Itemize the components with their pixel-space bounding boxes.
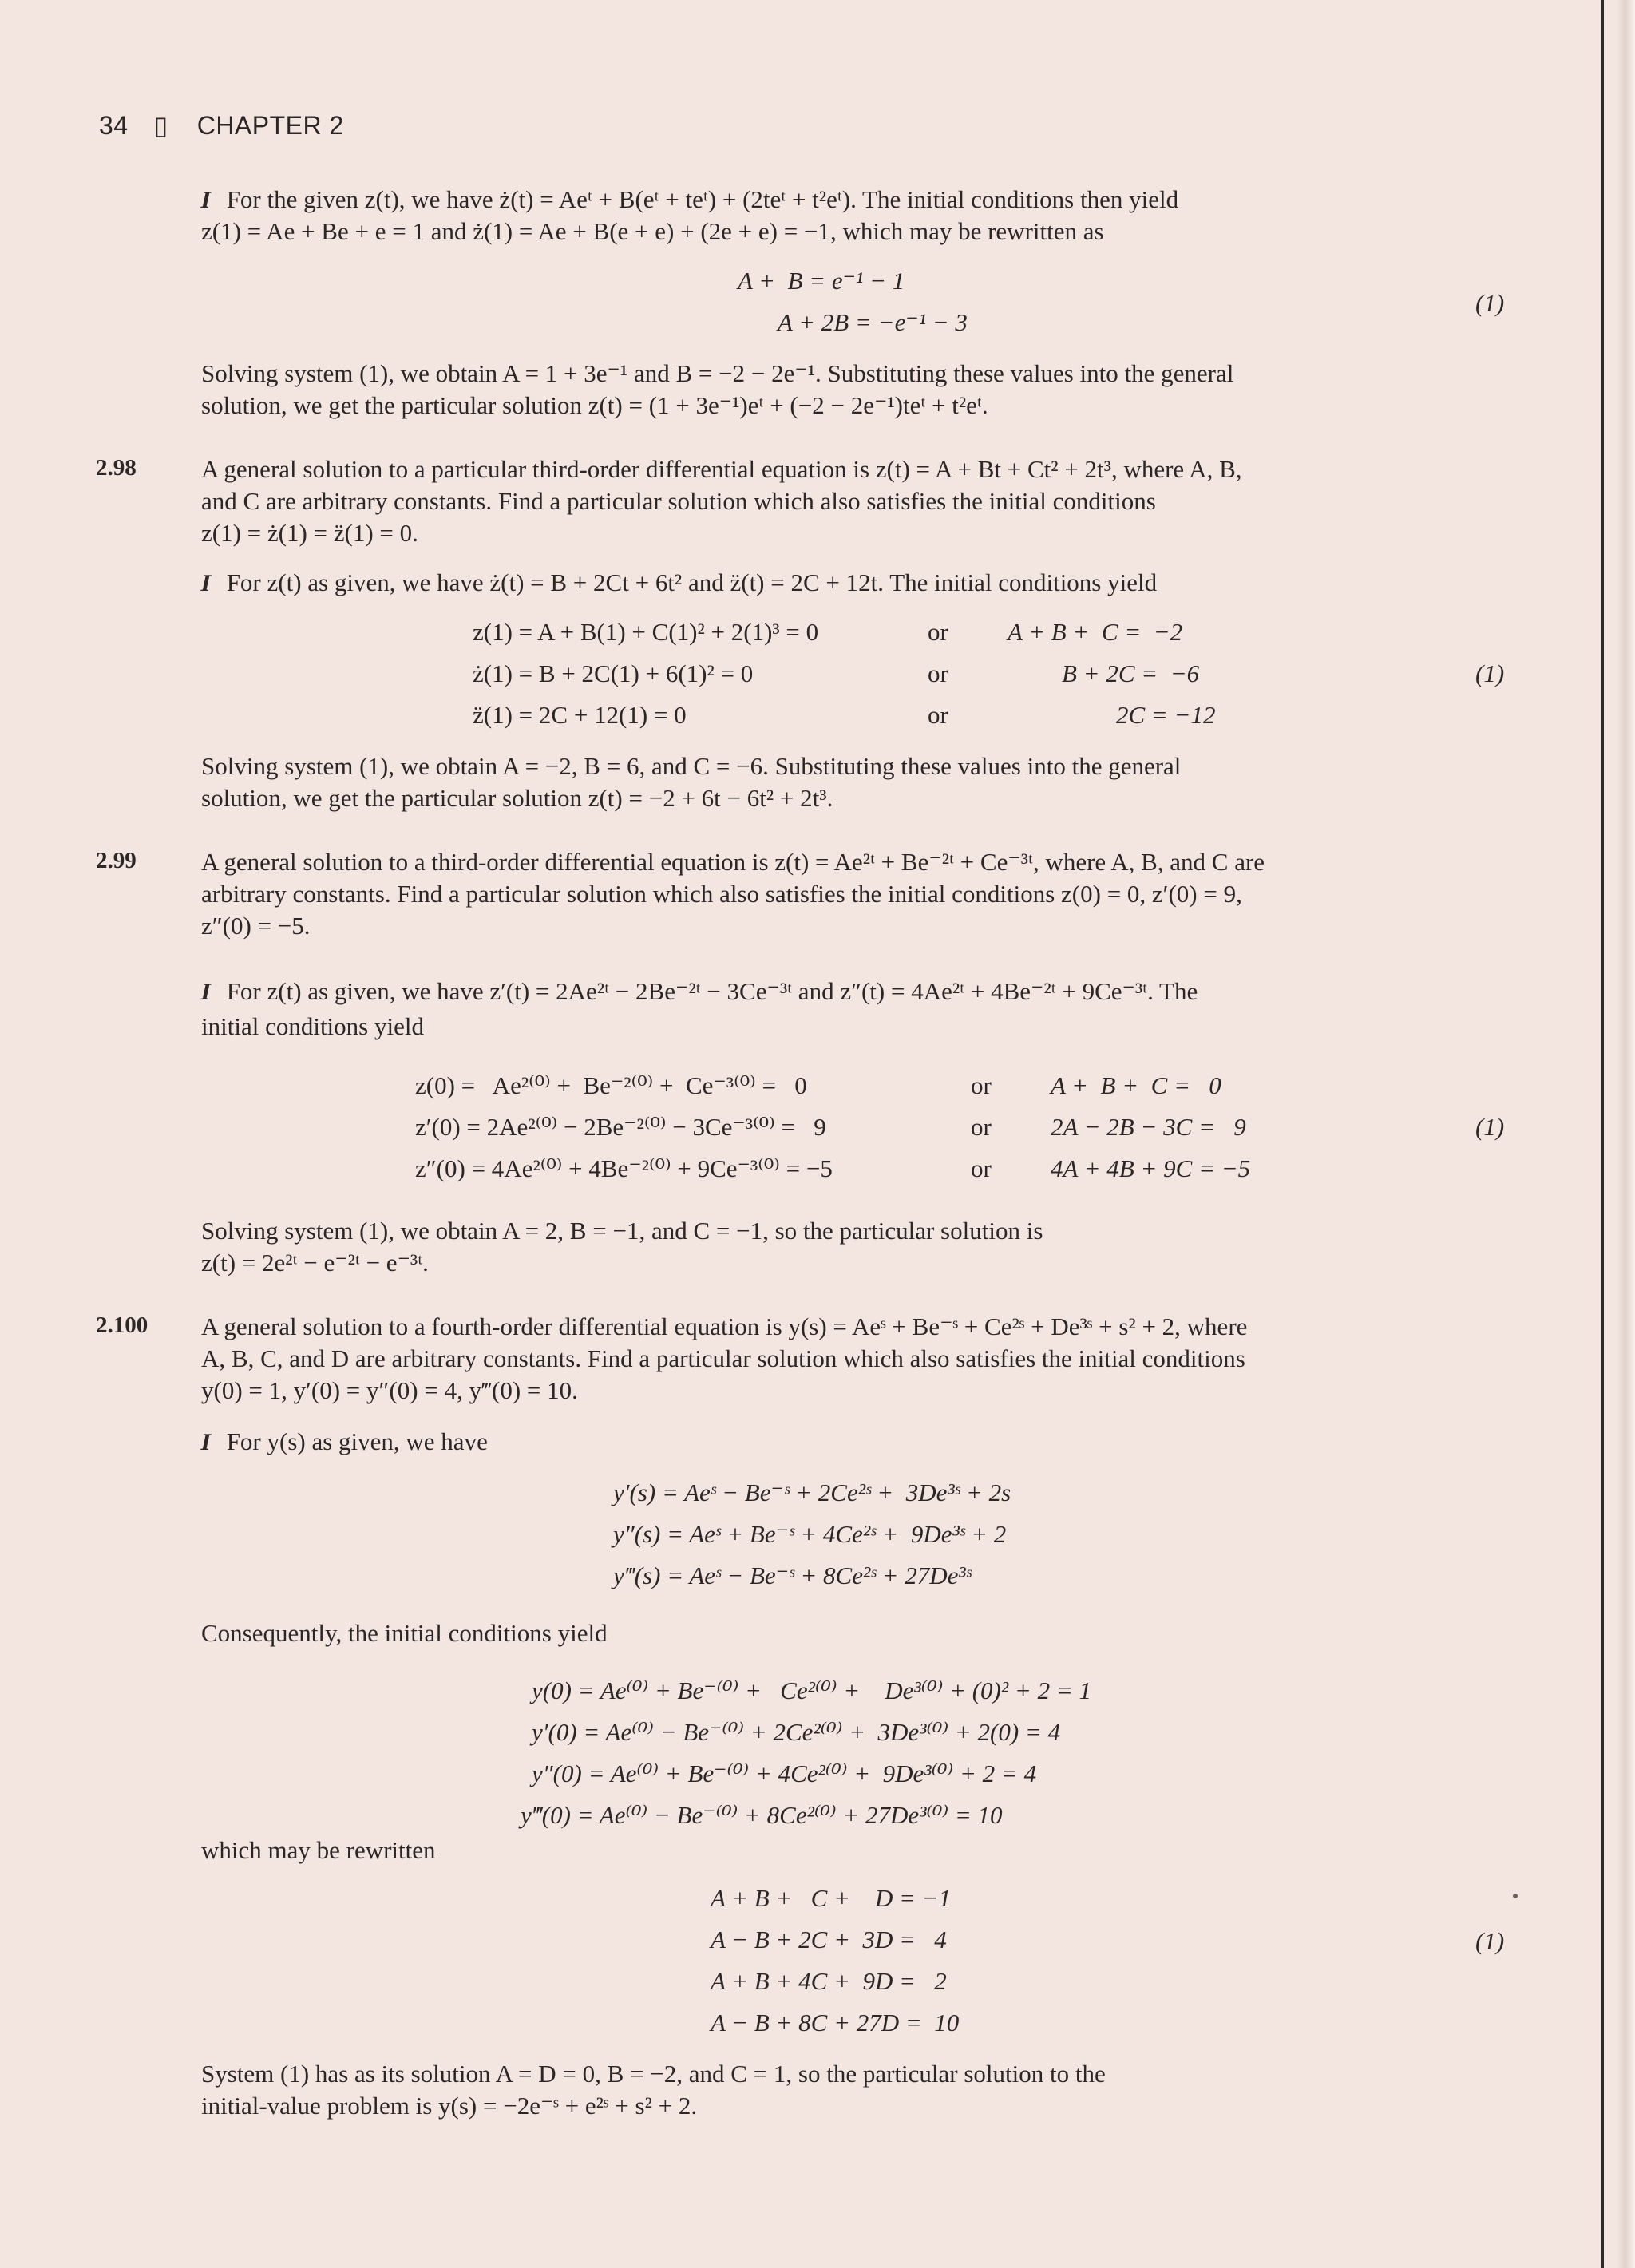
problem-text: A general solution to a third-order differential equation is z(t) = Ae²ᵗ + Be⁻²ᵗ + Ce⁻³ᵗ, where A, B, and C are xyxy=(201,848,1265,876)
or-label: or xyxy=(928,701,948,729)
solution-line: Solving system (1), we obtain A = 2, B = −1, and C = −1, so the particular solution is xyxy=(201,1217,1043,1245)
derivative-equation: y″(s) = Aeˢ + Be⁻ˢ + 4Ce²ˢ + 9De³ˢ + 2 xyxy=(613,1520,1007,1548)
solution-line: I For the given z(t), we have ż(t) = Aeᵗ + B(eᵗ + teᵗ) + (2teᵗ + t²eᵗ). The initial conditions then yield xyxy=(201,184,1178,216)
solution-mark-icon: I xyxy=(198,979,214,1005)
page-header xyxy=(99,110,344,141)
problem-text: z″(0) = −5. xyxy=(201,912,311,940)
chapter-title: CHAPTER 2 xyxy=(196,111,344,140)
reduced-equation: 2C = −12 xyxy=(1116,701,1216,729)
derivative-equation: y′(s) = Aeˢ − Be⁻ˢ + 2Ce²ˢ + 3De³ˢ + 2s xyxy=(613,1478,1011,1506)
problem-text: A general solution to a fourth-order differential equation is y(s) = Aeˢ + Be⁻ˢ + Ce²ˢ + De³ˢ + s² + 2, where xyxy=(201,1312,1248,1340)
reduced-equation: A + B + C = 0 xyxy=(1051,1071,1221,1099)
problem-text: arbitrary constants. Find a particular solution which also satisfies the initial conditions z(0) = 0, z′(0) = 9, xyxy=(201,880,1242,908)
reduced-equation: 4A + 4B + 9C = −5 xyxy=(1051,1154,1251,1182)
system-equation: A + B + C + D = −1 xyxy=(711,1884,952,1912)
equation-tag: (1) xyxy=(1475,1927,1505,1955)
system-equation: A + B = e⁻¹ − 1 xyxy=(738,267,905,295)
solution-line: Solving system (1), we obtain A = 1 + 3e⁻¹ and B = −2 − 2e⁻¹. Substituting these values into the general xyxy=(201,359,1234,387)
problem-text: and C are arbitrary constants. Find a particular solution which also satisfies the initial conditions xyxy=(201,487,1156,515)
stray-dot xyxy=(1513,1894,1518,1898)
or-label: or xyxy=(971,1113,992,1141)
page-edge xyxy=(1617,0,1635,2268)
or-label: or xyxy=(928,659,948,687)
initial-condition-equation: y(0) = Ae⁽⁰⁾ + Be⁻⁽⁰⁾ + Ce²⁽⁰⁾ + De³⁽⁰⁾ + (0)² + 2 = 1 xyxy=(532,1676,1092,1704)
system-equation: A + 2B = −e⁻¹ − 3 xyxy=(778,308,968,336)
reduced-equation: 2A − 2B − 3C = 9 xyxy=(1051,1113,1246,1141)
system-equation: A + B + 4C + 9D = 2 xyxy=(711,1967,947,1995)
condition-equation: z″(0) = 4Ae²⁽⁰⁾ + 4Be⁻²⁽⁰⁾ + 9Ce⁻³⁽⁰⁾ = −5 xyxy=(415,1154,833,1182)
solution-line: solution, we get the particular solution z(t) = −2 + 6t − 6t² + 2t³. xyxy=(201,784,833,812)
solution-line: Solving system (1), we obtain A = −2, B = 6, and C = −6. Substituting these values into the general xyxy=(201,752,1182,780)
initial-condition-equation: y″(0) = Ae⁽⁰⁾ + Be⁻⁽⁰⁾ + 4Ce²⁽⁰⁾ + 9De³⁽⁰⁾ + 2 = 4 xyxy=(532,1759,1037,1787)
solution-line: I For z(t) as given, we have ż(t) = B + 2Ct + 6t² and z̈(t) = 2C + 12t. The initial conditions yield xyxy=(201,567,1157,600)
derivative-equation: y‴(s) = Aeˢ − Be⁻ˢ + 8Ce²ˢ + 27De³ˢ xyxy=(613,1561,972,1589)
reduced-equation: A + B + C = −2 xyxy=(1008,618,1183,646)
problem-number: 2.100 xyxy=(96,1312,148,1338)
condition-equation: z̈(1) = 2C + 12(1) = 0 xyxy=(473,701,687,729)
initial-condition-equation: y‴(0) = Ae⁽⁰⁾ − Be⁻⁽⁰⁾ + 8Ce²⁽⁰⁾ + 27De³⁽⁰⁾ = 10 xyxy=(521,1801,1003,1829)
condition-equation: ż(1) = B + 2C(1) + 6(1)² = 0 xyxy=(473,659,754,687)
problem-text: A, B, C, and D are arbitrary constants. Find a particular solution which also satisfies the initial conditions xyxy=(201,1344,1245,1372)
system-equation: A − B + 8C + 27D = 10 xyxy=(711,2009,960,2036)
solution-line: which may be rewritten xyxy=(201,1836,436,1864)
problem-text: y(0) = 1, y′(0) = y″(0) = 4, y‴(0) = 10. xyxy=(201,1376,578,1404)
solution-line: z(1) = Ae + Be + e = 1 and ż(1) = Ae + B(e + e) + (2e + e) = −1, which may be rewritten as xyxy=(201,217,1104,245)
condition-equation: z(0) = Ae²⁽⁰⁾ + Be⁻²⁽⁰⁾ + Ce⁻³⁽⁰⁾ = 0 xyxy=(415,1071,807,1099)
problem-number: 2.98 xyxy=(96,455,137,481)
condition-equation: z(1) = A + B(1) + C(1)² + 2(1)³ = 0 xyxy=(473,618,819,646)
equation-tag: (1) xyxy=(1475,1113,1505,1141)
header-separator: ▯ xyxy=(153,111,168,140)
solution-line: z(t) = 2e²ᵗ − e⁻²ᵗ − e⁻³ᵗ. xyxy=(201,1249,429,1276)
reduced-equation: B + 2C = −6 xyxy=(1062,659,1200,687)
problem-text: A general solution to a particular third-order differential equation is z(t) = A + Bt + Ct² + 2t³, where A, B, xyxy=(201,455,1242,483)
equation-tag: (1) xyxy=(1475,289,1505,317)
or-label: or xyxy=(971,1154,992,1182)
solution-line: initial conditions yield xyxy=(201,1012,424,1040)
solution-mark-icon: I xyxy=(198,1429,214,1455)
solution-line: I For z(t) as given, we have z′(t) = 2Ae²ᵗ − 2Be⁻²ᵗ − 3Ce⁻³ᵗ and z″(t) = 4Ae²ᵗ + 4Be⁻²ᵗ + 9Ce⁻³ᵗ. The xyxy=(201,976,1198,1008)
system-equation: A − B + 2C + 3D = 4 xyxy=(711,1926,947,1953)
condition-equation: z′(0) = 2Ae²⁽⁰⁾ − 2Be⁻²⁽⁰⁾ − 3Ce⁻³⁽⁰⁾ = 9 xyxy=(415,1113,826,1141)
page-number: 34 xyxy=(99,111,129,140)
problem-number: 2.99 xyxy=(96,848,137,873)
solution-mark-icon: I xyxy=(198,187,214,213)
solution-mark-icon: I xyxy=(198,570,214,596)
initial-condition-equation: y′(0) = Ae⁽⁰⁾ − Be⁻⁽⁰⁾ + 2Ce²⁽⁰⁾ + 3De³⁽⁰⁾ + 2(0) = 4 xyxy=(532,1718,1061,1746)
solution-line: I For y(s) as given, we have xyxy=(201,1426,488,1459)
solution-line: initial-value problem is y(s) = −2e⁻ˢ + e²ˢ + s² + 2. xyxy=(201,2092,698,2120)
equation-tag: (1) xyxy=(1475,659,1505,687)
solution-line: System (1) has as its solution A = D = 0, B = −2, and C = 1, so the particular solution to the xyxy=(201,2060,1106,2088)
or-label: or xyxy=(971,1071,992,1099)
solution-line: solution, we get the particular solution z(t) = (1 + 3e⁻¹)eᵗ + (−2 − 2e⁻¹)teᵗ + t²eᵗ. xyxy=(201,391,988,419)
solution-line: Consequently, the initial conditions yield xyxy=(201,1619,608,1647)
binding-line xyxy=(1601,0,1604,2268)
or-label: or xyxy=(928,618,948,646)
problem-text: z(1) = ż(1) = z̈(1) = 0. xyxy=(201,519,418,547)
